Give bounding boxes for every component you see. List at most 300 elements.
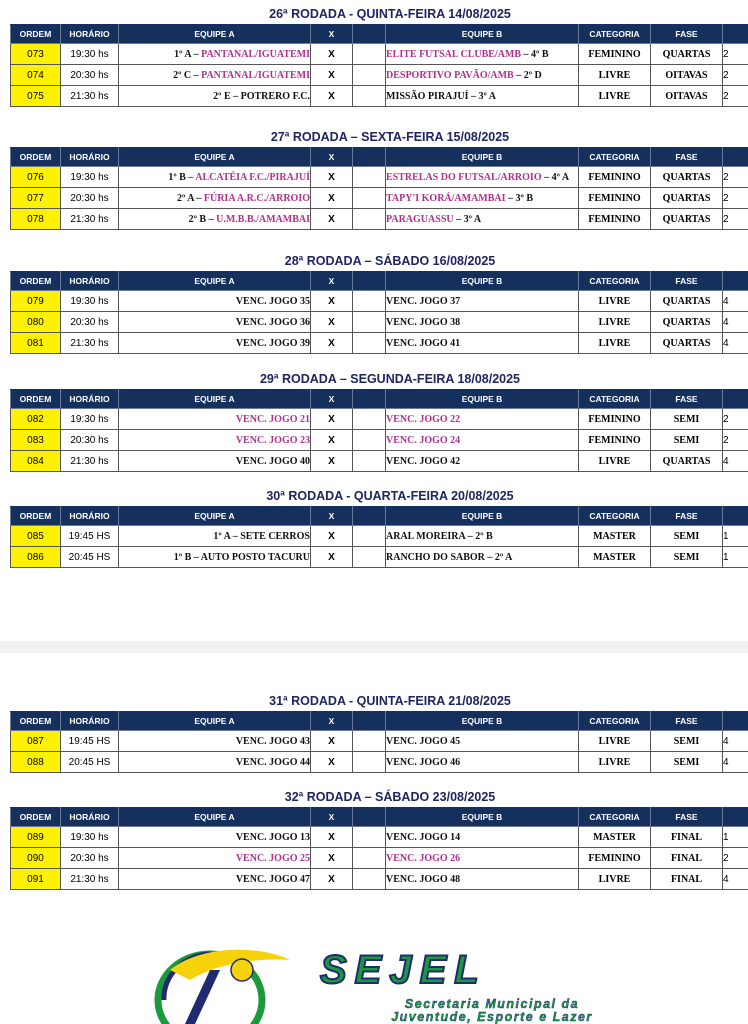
team-a	[119, 430, 311, 451]
team-b-name: VENC. JOGO 22	[386, 413, 461, 425]
game-number: 076	[11, 167, 61, 188]
game-number: 081	[11, 333, 61, 354]
team-a	[119, 752, 311, 773]
versus: X	[311, 827, 353, 848]
col-header-equipe-b: EQUIPE B	[386, 712, 579, 731]
team-b	[386, 827, 579, 848]
game-time: 21:30 hs	[61, 333, 119, 354]
versus: X	[311, 209, 353, 230]
col-header-fase: FASE	[651, 272, 723, 291]
col-header-equipe-b: EQUIPE B	[386, 390, 579, 409]
team-a-position: 2º B –	[188, 213, 217, 225]
team-a-position: 1º A –	[213, 530, 241, 542]
col-header-categoria: CATEGORIA	[579, 272, 651, 291]
team-b-name: VENC. JOGO 48	[386, 873, 461, 885]
versus: X	[311, 451, 353, 472]
extra-cell: 4	[723, 333, 748, 354]
col-header-extra	[723, 390, 748, 409]
blank-cell	[353, 291, 386, 312]
schedule-table	[10, 271, 748, 354]
table-row	[11, 731, 748, 752]
team-b	[386, 291, 579, 312]
team-a-name: VENC. JOGO 36	[235, 316, 310, 328]
schedule-table	[10, 506, 748, 568]
versus: X	[311, 167, 353, 188]
extra-cell: 2	[723, 848, 748, 869]
category: LIVRE	[579, 731, 651, 752]
team-b-name: MISSÃO PIRAJUÍ	[386, 90, 469, 102]
sejel-logo	[150, 940, 640, 1024]
col-header-blank	[353, 25, 386, 44]
team-a-name: VENC. JOGO 21	[235, 413, 310, 425]
blank-cell	[353, 312, 386, 333]
schedule-table	[10, 389, 748, 472]
team-a-name: VENC. JOGO 13	[235, 831, 310, 843]
col-header-equipe-a: EQUIPE A	[119, 25, 311, 44]
col-header-horario: HORÁRIO	[61, 390, 119, 409]
game-time: 21:30 hs	[61, 209, 119, 230]
team-b-position: – 3º A	[453, 213, 482, 225]
table-header-row	[11, 272, 748, 291]
game-time: 19:30 hs	[61, 409, 119, 430]
team-b	[386, 188, 579, 209]
table-row	[11, 209, 748, 230]
table-header-row	[11, 25, 748, 44]
team-a-name: PANTANAL/IGUATEMI	[201, 69, 310, 81]
phase: OITAVAS	[651, 86, 723, 107]
team-b-name: VENC. JOGO 14	[386, 831, 461, 843]
versus: X	[311, 65, 353, 86]
team-a	[119, 167, 311, 188]
category: LIVRE	[579, 86, 651, 107]
extra-cell: 4	[723, 752, 748, 773]
table-row	[11, 752, 748, 773]
team-b-position: – 3º A	[468, 90, 496, 102]
blank-cell	[353, 731, 386, 752]
extra-cell: 4	[723, 312, 748, 333]
team-b-name: VENC. JOGO 37	[386, 295, 461, 307]
col-header-blank	[353, 507, 386, 526]
extra-cell: 2	[723, 44, 748, 65]
table-row	[11, 44, 748, 65]
blank-cell	[353, 409, 386, 430]
team-a	[119, 409, 311, 430]
team-a-name: SETE CERROS	[240, 530, 310, 542]
versus: X	[311, 848, 353, 869]
team-b	[386, 848, 579, 869]
versus: X	[311, 430, 353, 451]
round-title: 27ª RODADA – SEXTA-FEIRA 15/08/2025	[270, 130, 510, 144]
blank-cell	[353, 869, 386, 890]
blank-cell	[353, 167, 386, 188]
game-number: 079	[11, 291, 61, 312]
category: FEMININO	[579, 430, 651, 451]
col-header-equipe-a: EQUIPE A	[119, 808, 311, 827]
blank-cell	[353, 430, 386, 451]
team-a-name: VENC. JOGO 35	[235, 295, 310, 307]
col-header-equipe-b: EQUIPE B	[386, 25, 579, 44]
phase: QUARTAS	[651, 291, 723, 312]
table-row	[11, 291, 748, 312]
category: MASTER	[579, 827, 651, 848]
versus: X	[311, 409, 353, 430]
phase: SEMI	[651, 526, 723, 547]
team-a	[119, 291, 311, 312]
versus: X	[311, 547, 353, 568]
table-row	[11, 526, 748, 547]
game-number: 078	[11, 209, 61, 230]
team-a-name: FÚRIA A.R.C./ARROIO	[203, 192, 310, 204]
game-number: 090	[11, 848, 61, 869]
extra-cell: 1	[723, 827, 748, 848]
team-b-name: PARAGUASSU	[386, 213, 454, 225]
team-b	[386, 430, 579, 451]
phase: SEMI	[651, 752, 723, 773]
schedule-table	[10, 807, 748, 890]
category: FEMININO	[579, 188, 651, 209]
extra-cell: 4	[723, 731, 748, 752]
col-header-extra	[723, 272, 748, 291]
team-a	[119, 86, 311, 107]
team-a-name: VENC. JOGO 40	[235, 455, 310, 467]
game-time: 19:30 hs	[61, 167, 119, 188]
col-header-extra	[723, 507, 748, 526]
extra-cell: 2	[723, 65, 748, 86]
table-row	[11, 827, 748, 848]
extra-cell: 4	[723, 869, 748, 890]
game-number: 077	[11, 188, 61, 209]
game-time: 20:45 HS	[61, 752, 119, 773]
team-a-name: VENC. JOGO 25	[235, 852, 310, 864]
round-title: 26ª RODADA - QUINTA-FEIRA 14/08/2025	[269, 7, 511, 21]
page-break	[0, 641, 748, 653]
col-header-blank	[353, 808, 386, 827]
team-a-name: ALCATÉIA F.C./PIRAJUÍ	[195, 171, 310, 183]
team-b	[386, 731, 579, 752]
team-b	[386, 547, 579, 568]
category: FEMININO	[579, 167, 651, 188]
col-header-ordem: ORDEM	[11, 507, 61, 526]
blank-cell	[353, 451, 386, 472]
col-header-categoria: CATEGORIA	[579, 712, 651, 731]
team-b	[386, 167, 579, 188]
round-title: 29ª RODADA – SEGUNDA-FEIRA 18/08/2025	[259, 372, 521, 386]
team-b	[386, 312, 579, 333]
table-row	[11, 312, 748, 333]
team-a-name: VENC. JOGO 23	[235, 434, 310, 446]
sejel-subtitle-1: Secretaria Municipal da	[404, 997, 580, 1011]
col-header-fase: FASE	[651, 507, 723, 526]
team-b	[386, 333, 579, 354]
team-a	[119, 827, 311, 848]
col-header-categoria: CATEGORIA	[579, 390, 651, 409]
versus: X	[311, 312, 353, 333]
col-header-extra	[723, 712, 748, 731]
col-header-ordem: ORDEM	[11, 390, 61, 409]
table-row	[11, 451, 748, 472]
phase: OITAVAS	[651, 65, 723, 86]
game-time: 19:45 HS	[61, 731, 119, 752]
versus: X	[311, 526, 353, 547]
team-a-position: 2º A –	[176, 192, 204, 204]
col-header-equipe-a: EQUIPE A	[119, 507, 311, 526]
category: LIVRE	[579, 291, 651, 312]
game-time: 21:30 hs	[61, 451, 119, 472]
team-b-name: VENC. JOGO 45	[386, 735, 461, 747]
phase: QUARTAS	[651, 333, 723, 354]
team-b	[386, 526, 579, 547]
col-header-x: X	[311, 25, 353, 44]
team-a-name: PANTANAL/IGUATEMI	[201, 48, 310, 60]
team-b-position: – 4º A	[541, 171, 570, 183]
schedule-table	[10, 24, 748, 107]
phase: FINAL	[651, 848, 723, 869]
phase: QUARTAS	[651, 451, 723, 472]
schedule-table	[10, 711, 748, 773]
col-header-categoria: CATEGORIA	[579, 148, 651, 167]
category: LIVRE	[579, 869, 651, 890]
col-header-fase: FASE	[651, 148, 723, 167]
team-a	[119, 209, 311, 230]
versus: X	[311, 731, 353, 752]
team-a	[119, 848, 311, 869]
col-header-x: X	[311, 272, 353, 291]
extra-cell: 4	[723, 291, 748, 312]
team-b-name: VENC. JOGO 38	[386, 316, 461, 328]
col-header-horario: HORÁRIO	[61, 808, 119, 827]
versus: X	[311, 333, 353, 354]
col-header-equipe-a: EQUIPE A	[119, 148, 311, 167]
phase: QUARTAS	[651, 312, 723, 333]
blank-cell	[353, 86, 386, 107]
game-number: 083	[11, 430, 61, 451]
sejel-subtitle-2: Juventude, Esporte e Lazer	[391, 1010, 593, 1024]
blank-cell	[353, 547, 386, 568]
col-header-fase: FASE	[651, 712, 723, 731]
phase: QUARTAS	[651, 44, 723, 65]
game-time: 19:30 hs	[61, 291, 119, 312]
team-a-position: 1º B –	[168, 171, 196, 183]
game-time: 20:45 HS	[61, 547, 119, 568]
game-number: 091	[11, 869, 61, 890]
team-b-position: – 2º A	[484, 551, 513, 563]
category: LIVRE	[579, 65, 651, 86]
col-header-ordem: ORDEM	[11, 712, 61, 731]
team-a-name: POTRERO F.C.	[240, 90, 310, 102]
category: LIVRE	[579, 752, 651, 773]
team-a	[119, 526, 311, 547]
col-header-ordem: ORDEM	[11, 148, 61, 167]
sejel-emblem-icon	[150, 940, 300, 1024]
col-header-fase: FASE	[651, 390, 723, 409]
game-time: 20:30 hs	[61, 65, 119, 86]
team-b	[386, 65, 579, 86]
round-title: 30ª RODADA - QUARTA-FEIRA 20/08/2025	[266, 489, 514, 503]
team-a	[119, 869, 311, 890]
game-number: 084	[11, 451, 61, 472]
phase: QUARTAS	[651, 167, 723, 188]
col-header-equipe-a: EQUIPE A	[119, 272, 311, 291]
blank-cell	[353, 209, 386, 230]
versus: X	[311, 752, 353, 773]
table-row	[11, 333, 748, 354]
team-b-name: VENC. JOGO 24	[386, 434, 461, 446]
blank-cell	[353, 827, 386, 848]
team-b-name: DESPORTIVO PAVÃO/AMB	[386, 69, 514, 81]
table-row	[11, 430, 748, 451]
game-number: 085	[11, 526, 61, 547]
team-b-name: ELITE FUTSAL CLUBE/AMB	[386, 48, 522, 60]
col-header-blank	[353, 148, 386, 167]
sejel-wordmark: SEJEL	[320, 948, 487, 992]
col-header-horario: HORÁRIO	[61, 272, 119, 291]
team-b-name: TAPY'I KORÁ/AMAMBAI	[386, 192, 506, 204]
game-number: 082	[11, 409, 61, 430]
phase: FINAL	[651, 869, 723, 890]
col-header-equipe-b: EQUIPE B	[386, 808, 579, 827]
col-header-equipe-b: EQUIPE B	[386, 272, 579, 291]
col-header-horario: HORÁRIO	[61, 712, 119, 731]
col-header-fase: FASE	[651, 808, 723, 827]
table-row	[11, 869, 748, 890]
game-number: 080	[11, 312, 61, 333]
extra-cell: 1	[723, 547, 748, 568]
table-row	[11, 547, 748, 568]
team-b-position: – 2º B	[465, 530, 493, 542]
col-header-blank	[353, 712, 386, 731]
game-number: 073	[11, 44, 61, 65]
game-time: 21:30 hs	[61, 869, 119, 890]
game-time: 19:30 hs	[61, 44, 119, 65]
game-time: 21:30 hs	[61, 86, 119, 107]
table-row	[11, 167, 748, 188]
team-b-name: VENC. JOGO 42	[386, 455, 461, 467]
round-title: 28ª RODADA – SÁBADO 16/08/2025	[284, 254, 496, 268]
category: FEMININO	[579, 44, 651, 65]
extra-cell: 2	[723, 209, 748, 230]
phase: SEMI	[651, 409, 723, 430]
col-header-fase: FASE	[651, 25, 723, 44]
team-b-name: VENC. JOGO 26	[386, 852, 461, 864]
table-header-row	[11, 148, 748, 167]
game-time: 20:30 hs	[61, 312, 119, 333]
game-number: 087	[11, 731, 61, 752]
col-header-categoria: CATEGORIA	[579, 507, 651, 526]
col-header-x: X	[311, 712, 353, 731]
blank-cell	[353, 333, 386, 354]
game-number: 086	[11, 547, 61, 568]
team-a	[119, 333, 311, 354]
col-header-equipe-b: EQUIPE B	[386, 148, 579, 167]
team-a-name: VENC. JOGO 39	[235, 337, 310, 349]
game-number: 074	[11, 65, 61, 86]
team-a-name: VENC. JOGO 43	[235, 735, 310, 747]
versus: X	[311, 291, 353, 312]
blank-cell	[353, 526, 386, 547]
col-header-horario: HORÁRIO	[61, 148, 119, 167]
table-header-row	[11, 507, 748, 526]
col-header-equipe-b: EQUIPE B	[386, 507, 579, 526]
team-a	[119, 731, 311, 752]
table-header-row	[11, 712, 748, 731]
team-b-position: – 3º B	[505, 192, 534, 204]
col-header-extra	[723, 148, 748, 167]
category: LIVRE	[579, 451, 651, 472]
team-a-position: 1º A –	[174, 48, 202, 60]
team-b-name: ESTRELAS DO FUTSAL/ARROIO	[386, 171, 542, 183]
team-b	[386, 209, 579, 230]
phase: SEMI	[651, 731, 723, 752]
category: FEMININO	[579, 409, 651, 430]
team-a	[119, 312, 311, 333]
table-row	[11, 65, 748, 86]
team-b	[386, 44, 579, 65]
category: MASTER	[579, 547, 651, 568]
col-header-equipe-a: EQUIPE A	[119, 390, 311, 409]
round-title: 31ª RODADA - QUINTA-FEIRA 21/08/2025	[269, 694, 511, 708]
extra-cell: 2	[723, 167, 748, 188]
extra-cell: 4	[723, 451, 748, 472]
game-number: 089	[11, 827, 61, 848]
versus: X	[311, 44, 353, 65]
blank-cell	[353, 65, 386, 86]
versus: X	[311, 869, 353, 890]
team-b	[386, 869, 579, 890]
team-a-name: U.M.B.B./AMAMBAI	[216, 213, 310, 225]
category: LIVRE	[579, 333, 651, 354]
table-header-row	[11, 808, 748, 827]
team-a	[119, 451, 311, 472]
category: FEMININO	[579, 209, 651, 230]
col-header-categoria: CATEGORIA	[579, 808, 651, 827]
team-a-name: VENC. JOGO 47	[235, 873, 310, 885]
team-a	[119, 547, 311, 568]
table-row	[11, 409, 748, 430]
extra-cell: 1	[723, 526, 748, 547]
extra-cell: 2	[723, 86, 748, 107]
phase: QUARTAS	[651, 209, 723, 230]
col-header-ordem: ORDEM	[11, 272, 61, 291]
extra-cell: 2	[723, 188, 748, 209]
team-a-name: AUTO POSTO TACURU	[200, 551, 310, 563]
team-b	[386, 752, 579, 773]
schedule-table	[10, 147, 748, 230]
table-row	[11, 848, 748, 869]
team-b	[386, 86, 579, 107]
extra-cell: 2	[723, 409, 748, 430]
blank-cell	[353, 752, 386, 773]
category: LIVRE	[579, 312, 651, 333]
game-time: 20:30 hs	[61, 430, 119, 451]
team-a-position: 2º E –	[213, 90, 241, 102]
col-header-extra	[723, 808, 748, 827]
col-header-x: X	[311, 390, 353, 409]
category: MASTER	[579, 526, 651, 547]
blank-cell	[353, 848, 386, 869]
table-row	[11, 86, 748, 107]
team-a	[119, 65, 311, 86]
category: FEMININO	[579, 848, 651, 869]
team-a-position: 1º B –	[173, 551, 201, 563]
table-row	[11, 188, 748, 209]
versus: X	[311, 188, 353, 209]
blank-cell	[353, 188, 386, 209]
team-a	[119, 188, 311, 209]
team-b-name: ARAL MOREIRA	[386, 530, 466, 542]
phase: QUARTAS	[651, 188, 723, 209]
team-b-name: RANCHO DO SABOR	[386, 551, 485, 563]
team-a-name: VENC. JOGO 44	[235, 756, 310, 768]
